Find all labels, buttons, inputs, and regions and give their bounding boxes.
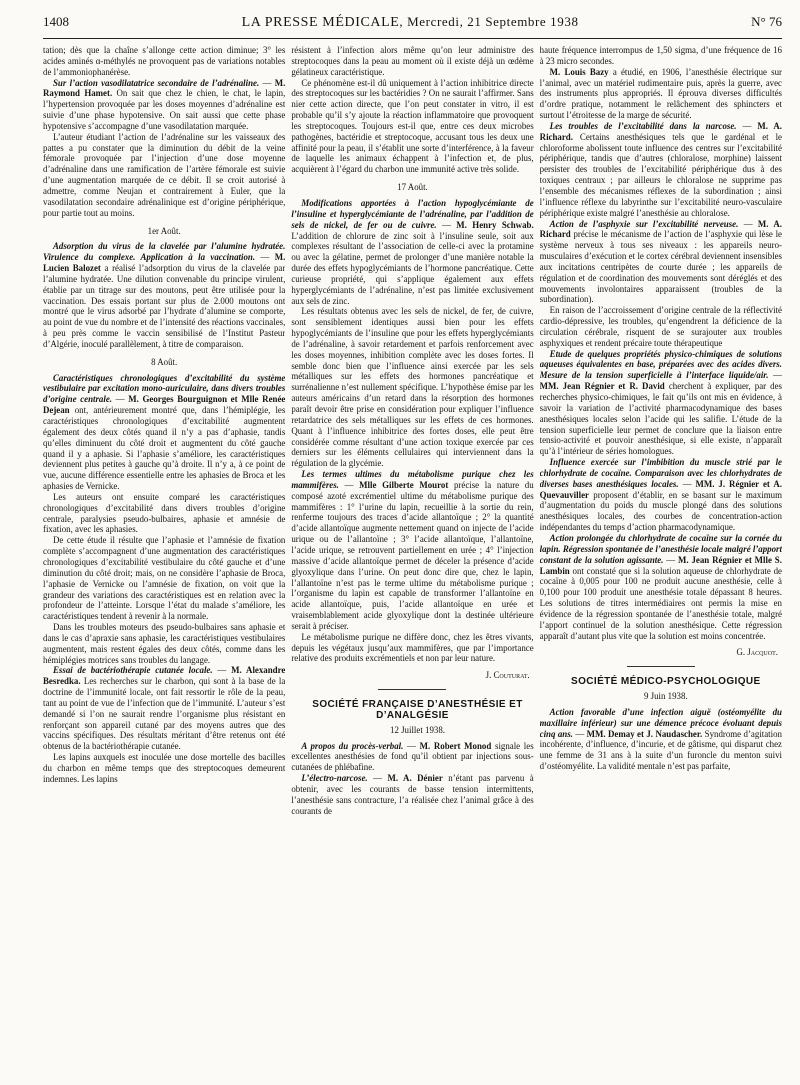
communication-title: Les termes ultimes du métabolisme purique chez les mammifères. [291, 469, 534, 490]
communication-author: MM. J. Régnier et A. Quevauviller [539, 478, 782, 500]
communication-text: précise la nature du composé azoté excrémentiel ultime du métabolisme purique des mammifères : 1° l’urine du lapin, recueillie à la sortie du rein, renferme toujours des traces d’acide allantoïque ; 2° la quantité d’acide allantoïque augmente nettement quand on injecte de l’acide urique ou de l’allantoïne ; 3° l’acide allantoïque, l’allantoïne, l’acide urique, se retrouvent partiellement en urée ; 4° l’injection massive d’acide allantoïque permet de déceler la présence d’acide glyoxylique dans l’urine. On peut donc dire que, chez le lapin, l’allantoïne n’est pas le terme ultime du métabolisme purique ; l’organisme du lapin est capable de transformer l’allantoïne en acide allantoïque, puis, l’acide allantoïque en urée et vraisemblablement acide glyoxylique dont la destinée ultérieure serait à préciser. [291, 479, 534, 631]
section-divider [627, 666, 695, 667]
society-session-date: 12 Juillet 1938. [390, 724, 445, 735]
communication-entry: Etude de quelques propriétés physico-chimiques de solutions aqueuses équivalentes en base, préparées avec des acides divers. Mesure de la tension superficielle à l’interface liquide/air. — MM. Jean Régnier et R. David cherchent à expliquer, par des recherches physico-chimiques, le fait qu’ils ont mis en évidence, à savoir la variation de l’activité pharmacodynamique des bases anesthésiques locales selon l’acide qui les salifie. L’étude de la tension superficielle leur permet de conclure que la liaison entre tensio-activité et pouvoir anesthésique, si elle existe, n’apparaît qu’à l’intérieur de séries homologues. [539, 348, 782, 457]
communication-entry: Adsorption du virus de la clavelée par l’alumine hydratée. Virulence du complexe. Application à la vaccination. — M. Lucien Balozet a réalisé l’adsorption du virus de la clavelée par l’alumine hydratée. Une dilution convenable du principe virulent, établie par un titrage sur des moutons, peut être utilisée pour la vaccination. Des essais portant sur plus de 2.000 moutons ont montré que le virus adsorbé par l’hydrate d’alumine se comporte, au point de vue du nombre et de l’intensité des réactions vaccinales, à peu près comme le vaccin sensibilisé de l’Institut Pasteur d’Algérie, inoculé parallèlement, à titre de comparaison. [43, 241, 286, 349]
masthead: LA PRESSE MÉDICALE, Mercredi, 21 Septembre 1938 [241, 14, 579, 30]
reporter-signature [540, 647, 778, 658]
communication-entry: Modifications apportées à l’action hypoglycémiante de l’insuline et hyperglycémiante de l’adrénaline, par l’addition de sels de nickel, de fer ou de cuivre. — M. Henry Schwab. L’addition de chlorure de zinc soit à l’insuline seule, soit aux complexes résultant de l’association de celle-ci avec la protamine ou avec la gélatine, permet de prolonger d’une manière notable la durée des effets hypoglycémiants de l’hormone pancréatique. Cette curieuse propriété, qui s’applique également aux effets hyperglycémiants de l’adrénaline, n’est pas limitée exclusivement aux sels de zinc. [291, 197, 534, 306]
paragraph: Les auteurs ont ensuite comparé les caractéristiques chronologiques d’excitabilité dans divers troubles d’origine centrale, paralysies pseudo-bulbaires, aphasie et amnésie de fixation, avec les aphasies. [43, 491, 286, 535]
header-rule [43, 38, 782, 39]
society-session-date: 9 Juin 1938. [644, 691, 688, 702]
paragraph: Le métabolisme purique ne diffère donc, chez les êtres vivants, depuis les végétaux jusqu’aux mammifères, que par l’importance relative des produits excrémentiels et non par leur nature. [291, 631, 534, 664]
paragraph: L’auteur étudiant l’action de l’adrénaline sur les vaisseaux des pattes a pu constater que la diminution du débit de la veine fémorale provoquée par l’injection d’une dose moyenne d’adrénaline dans une ramification de l’artère fémorale est suivie d’une augmentation marquée de ce débit. Il se croit autorisé à admettre, comme Neujan et contrairement à Euler, que la vasodilatation secondaire adrénalinique est d’origine périphérique, pour partie tout au moins. [43, 131, 286, 218]
communication-text: cherchent à expliquer, par des recherches physico-chimiques, le fait qu’ils ont mis en évidence, à savoir la variation de l’activité pharmacodynamique des bases anesthésiques locales selon l’acide qui les salifie. L’étude de la tension superficielle leur permet de conclure que la liaison entre tensio-activité et pouvoir anesthésique, si elle existe, n’apparaît qu’à l’intérieur de séries homologues. [539, 381, 782, 457]
paragraph: Les lapins auxquels est inoculée une dose mortelle des bacilles du charbon en même temps que des streptocoques demeurent indemnes. Les lapins [43, 752, 286, 784]
paragraph: tation; dès que la chaîne s’allonge cette action diminue; 3° les acides aminés α-méthylés ne provoquent pas de variations notables de l’ammoniophanérèse. [43, 45, 286, 77]
paragraph: Les résultats obtenus avec les sels de nickel, de fer, de cuivre, sont sensiblement identiques aussi bien pour les effets hypoglycémiants de l’insuline que pour les effets hyperglycémiants de l’adrénaline, à savoir retardement et parfois renforcement avec les doses moyennes, inhibition complète avec les doses fortes. Il semble donc bien que l’influence ainsi exercée par les sels métalliques sur les effets des hormones pancréatique et surrénalienne n’est nullement spécifique. L’hypothèse émise par les auteurs américains d’un retard dans la résorption des hormones paraît devoir être prise en considération pour expliquer l’influence retardatrice des sels métalliques sur les effets de ces hormones. Quant à l’influence inhibitrice des fortes doses, elle peut être considérée comme résultant d’une action toxique exercée par ces derniers sur les éléments cellulaires qui interviennent dans la régulation de la glycémie. [291, 306, 534, 469]
communication-entry: Essai de bactériothérapie cutanée locale. — M. Alexandre Besredka. Les recherches sur le charbon, qui sont à la base de la doctrine de l’immunité locale, ont fait ressortir le rôle de la peau, tant au point de vue de l’infection que de l’immunité. L’auteur s’est demandé si l’on ne saurait rendre l’organisme plus résistant en renforçant son appareil cutané par des moyens autres que des vaccins spécifiques. Des résultats méritant d’être retenus ont été obtenus de la bactériothérapie cutanée. [43, 665, 286, 752]
communication-author: M. A. Richard. [539, 120, 782, 142]
communication-entry: Influence exercée sur l’imbibition du muscle strié par le chlorhydrate de cocaïne. Comparaison avec les chlorhydrates de diverses bases anesthésiques locales. — MM. J. Régnier et A. Quevauviller proposent d’établir, en se basant sur le maximum d’augmentation du poids du muscle plongé dans des solutions anesthésiques locales, des courbes de concentration-action indépendantes du temps d’action pharmacodynamique. [539, 457, 782, 533]
communication-author: M. Lucien Balozet [43, 252, 286, 274]
communication-title: L’électro-narcose. [301, 773, 368, 784]
communication-title: Les troubles de l’excitabilité dans la narcose. [549, 120, 737, 131]
communication-entry: Les termes ultimes du métabolisme purique chez les mammifères. — Mlle Gilberte Mourot précise la nature du composé azoté excrémentiel ultime du métabolisme purique des mammifères : 1° l’urine du lapin, recueillie à la sortie du rein, renferme toujours des traces d’acide allantoïque ; 2° la quantité d’acide allantoïque augmente nettement quand on injecte de l’acide urique ou de l’allantoïne ; 3° l’acide allantoïque, l’allantoïne, l’acide urique, se retrouvent partiellement en urée ; 4° l’injection massive d’acide allantoïque permet de déceler la présence d’acide glyoxylique dans l’urine. On peut donc dire que, chez le lapin, l’allantoïne n’est pas le terme ultime du métabolisme purique ; l’organisme du lapin est capable de transformer l’allantoïne en acide allantoïque, puis, l’acide allantoïque en urée et vraisemblablement acide glyoxylique dont la destinée ultérieure serait à préciser. [291, 469, 534, 631]
page-header [43, 14, 782, 36]
communication-author: M. Raymond Hamet. [43, 77, 286, 99]
communication-title: Action prolongée du chlorhydrate de cocaïne sur la cornée du lapin. Régression spontanée de l’anesthésie locale malgré l’apport constant de la solution agissante. [539, 532, 782, 565]
text-columns [43, 45, 782, 1085]
communication-title: Influence exercée sur l’imbibition du muscle strié par le chlorhydrate de cocaïne. Comparaison avec les chlorhydrates de diverses bases anesthésiques locales. [539, 457, 782, 489]
communication-entry: Les troubles de l’excitabilité dans la narcose. — M. A. Richard. Certains anesthésiques tels que le gardénal et le chloroforme abolissent toute influence des centres sur l’excitabilité périphérique, tandis que d’autres (chloralose, morphine) laissent persister des troubles de l’excitabilité périphérique dus à des toxiques centraux ; par ailleurs le chloralose ne supprime pas l’ensemble des mécanismes réflexes de la subordination ; ainsi l’influence réflexe du labyrinthe sur l’excitabilité neuro-vasculaire périphérique existe malgré l’anesthésie au chloralose. [539, 120, 782, 218]
communication-text: n’étant pas parvenu à obtenir, avec les courants de basse tension intermittents, l’anesthésie sans contracture, l’a réalisée chez l’animal grâce à des courants de [291, 773, 534, 816]
communication-author: M. Louis Bazy [549, 66, 609, 77]
paragraph: résistent à l’infection alors même qu’on leur administre des streptocoques dans la peau au moment où il existe déjà un œdème gélatineux caractéristique. [291, 45, 534, 77]
communication-title: Caractéristiques chronologiques d’excitabilité du système vestibulaire par excitation mono-auriculaire, dans divers troubles d’origine centrale. [43, 372, 286, 405]
communication-entry: L’électro-narcose. — M. A. Dénier n’étant pas parvenu à obtenir, avec les courants de basse tension intermittents, l’anesthésie sans contracture, l’a réalisée chez l’animal grâce à des courants de [291, 773, 534, 816]
communication-title: Action favorable d’une infection aiguë (ostéomyélite du maxillaire inférieur) sur une démence précoce évoluant depuis cinq ans. [539, 706, 782, 739]
paragraph: En raison de l’accroissement d’origine centrale de la réflectivité cardio-dépressive, les troubles, qu’engendrent la déficience de la circulation cérébrale, risquent de se surajouter aux troubles asphyxiques et rendent précaire toute thérapeutique [539, 305, 782, 348]
communication-author: M. Henry Schwab. [456, 219, 534, 230]
paragraph: De cette étude il résulte que l’aphasie et l’amnésie de fixation complète s’accompagnent d’une augmentation des caractéristiques chronologiques d’excitabilité vestibulaire du côté gauche et d’une diminution du côté droit; mais, on ne considère l’aphasie de Broca, l’aphasie de Vernicke ou l’amnésie de fixation, on voit que la grandeur des variations des caractéristiques est en relation avec la profondeur de l’atteinte. Lorsque l’état du malade s’améliore, les caractéristiques tendent à revenir à la normale. [43, 535, 286, 622]
session-date: 8 Août. [151, 356, 178, 367]
signature-name: J. Couturat. [485, 670, 530, 681]
communication-title: Action de l’asphyxie sur l’excitabilité nerveuse. [549, 218, 739, 229]
communication-entry: Sur l’action vasodilatatrice secondaire de l’adrénaline. — M. Raymond Hamet. On sait que chez le chien, le chat, le lapin, l’hypertension provoquée par les doses moyennes d’adrénaline est suivie d’une phase hypotensive. On sait aussi que cette phase hypotensive s’accompagne d’une vasodilatation marquée. [43, 77, 286, 131]
communication-text: a réalisé l’adsorption du virus de la clavelée par l’alumine hydratée. Une dilution convenable du principe virulent, établie par un titrage sur des moutons, peut être utilisée pour la vaccination. Des essais portant sur plus de 2.000 moutons ont montré que le virus adsorbé par l’hydrate d’alumine se comporte, au point de vue du nombre et de l’intensité des réactions vaccinales, à peu près comme le vaccin sensibilisé de l’Institut Pasteur d’Algérie, inoculé parallèlement, à titre de comparaison. [43, 263, 286, 349]
communication-title: Etude de quelques propriétés physico-chimiques de solutions aqueuses équivalentes en base, préparées avec des acides divers. Mesure de la tension superficielle à l’interface liquide/air. [539, 348, 782, 381]
issue-date: Mercredi, 21 Septembre 1938 [407, 14, 579, 29]
communication-entry: Action prolongée du chlorhydrate de cocaïne sur la cornée du lapin. Régression spontanée de l’anesthésie locale malgré l’apport constant de la solution agissante. — M. Jean Régnier et Mlle S. Lambin ont constaté que si la solution aqueuse de chlorhydrate de cocaïne à 0,005 pour 100 ne produit aucune anesthésie, celle à 0,100 pour 100 produit une anesthésie totale dépassant 8 heures. Les solutions de titres intermédiaires ont permis la mise en évidence de la régression spontanée de l’anesthésie totale, malgré l’apport continuel de la solution anesthésique. Cette régression apparaît d’autant plus vite que la solution est moins concentrée. [539, 532, 782, 641]
reporter-signature [291, 670, 529, 681]
page-number: 1408 [43, 14, 69, 29]
communication-text: Les recherches sur le charbon, qui sont à la base de la doctrine de l’immunité locale, ont fait ressortir le rôle de la peau, tant au point de vue de l’infection que de l’immunité. L’auteur s’est demandé si l’on ne saurait rendre l’organisme plus résistant en renforçant son appareil cutané par des moyens autres que des vaccins spécifiques. Des résultats méritant d’être retenus ont été obtenus de la bactériothérapie cutanée. [43, 676, 286, 752]
society-heading: SOCIÉTÉ FRANÇAISE D’ANESTHÉSIE ET D’ANALGÉSIE [312, 699, 523, 721]
communication-author: Mlle Gilberte Mourot [359, 479, 449, 490]
communication-title: Sur l’action vasodilatatrice secondaire de l’adrénaline. [53, 77, 260, 88]
paragraph: haute fréquence interrompus de 1,50 sigma, d’une fréquence de 16 à 23 micro secondes. [539, 45, 782, 66]
communication-author: MM. Demay et J. Naudascher. [586, 728, 703, 739]
communication-entry: Action de l’asphyxie sur l’excitabilité nerveuse. — M. A. Richard précise le mécanisme de l’action de l’asphyxie qui lèse le système nerveux à tous ses niveaux : les appareils neuro-musculaires d’exécution et le cortex cérébral deviennent insensibles aux incitations centripètes de courte durée ; les appareils de régulation et de coordination des mouvements sont déréglés et des mouvements involontaires apparaissent (troubles de la subordination). [539, 218, 782, 305]
session-date: 1er Août. [147, 225, 181, 236]
column-1 [43, 45, 285, 1085]
paragraph: Dans les troubles moteurs des pseudo-bulbaires sans aphasie et dans le cas d’apraxie sans aphasie, les caractéristiques vestibulaires augmentent, mais restent égales des deux côtés, comme dans les hémiplégies motrices sans troubles du langage. [43, 622, 286, 665]
communication-text: précise le mécanisme de l’action de l’asphyxie qui lèse le système nerveux à tous ses niveaux : les appareils neuro-musculaires d’exécution et le cortex cérébral deviennent insensibles aux incitations centripètes de courte durée ; les appareils de régulation et de coordination des mouvements sont déréglés et des mouvements involontaires apparaissent (troubles de la subordination). [539, 229, 782, 305]
communication-text: signale les excellentes anesthésies de fond qu’il obtient par injections sous-cutanées de phlébafine. [291, 740, 534, 773]
communication-text: ont, antérieurement montré que, dans l’hémiplégie, les caractéristiques chronologiques d’excitabilité augmentent également des deux côtés quand il n’y a pas d’aphasie, tandis qu’elles diminuent du côté droit et augmentent du côté gauche quand il y a aphasie. Si l’aphasie s’améliore, les caractéristiques deviennent plus petites à gauche qu’à droite. Il n’y a, à ce point de vue, aucune différence essentielle entre les aphasies de Broca et les aphasies de Vernicke. [43, 405, 286, 492]
communication-author: M. Robert Monod [419, 740, 492, 751]
communication-author: M. Alexandre Besredka. [43, 665, 286, 687]
communication-author: M. A. Dénier [387, 773, 443, 784]
paragraph: Ce phénomène est-il dû uniquement à l’action inhibitrice directe des streptocoques sur les bactéridies ? On ne saurait l’affirmer. Sans nier cette action directe, que l’on peut constater in vitro, il est probable qu’il s’y ajoute la réaction inflammatoire que provoquent les streptocoques. Toujours est-il que, entre ces deux microbes pathogènes, bactéridie et streptocoque, accusant tous les deux une affinité pour la peau, il s’établit une sorte d’interférence, à la faveur de laquelle les animaux échappent à l’infection et, de plus, acquièrent à l’égard du charbon une immunité active très solide. [291, 77, 534, 175]
communication-author: M. A. Richard [539, 218, 782, 240]
communication-entry: Action favorable d’une infection aiguë (ostéomyélite du maxillaire inférieur) sur une démence précoce évoluant depuis cinq ans. — MM. Demay et J. Naudascher. Syndrome d’agitation incohérente, d’influence, d’incurie, et de gâtisme, qui disparut chez une femme de 31 ans à la suite d’un furoncle du menton suivi d’ostéomyélite. La validité mentale n’est pas parfaite, [539, 706, 782, 772]
communication-title: Essai de bactériothérapie cutanée locale. [53, 665, 213, 676]
section-divider [378, 689, 446, 690]
communication-author: M. Georges Bourguignon et Mlle Renée Dejean [43, 394, 286, 416]
issue-number: N° 76 [751, 14, 782, 29]
society-heading: SOCIÉTÉ MÉDICO-PSYCHOLOGIQUE [571, 676, 761, 688]
communication-title: A propos du procès-verbal. [301, 740, 404, 751]
communication-title: Modifications apportées à l’action hypoglycémiante de l’insuline et hyperglycémiante de l’adrénaline, par l’addition de sels de nickel, de fer ou de cuivre. [291, 197, 534, 230]
communication-text: Syndrome d’agitation incohérente, d’influence, d’incurie, et de gâtisme, qui disparut chez une femme de 31 ans à la suite d’un furoncle du menton suivi d’ostéomyélite. La validité mentale n’est pas parfaite, [539, 728, 782, 772]
communication-text: L’addition de chlorure de zinc soit à l’insuline seule, soit aux complexes résultant de l’association de celle-ci avec la protamine ou avec la gélatine, permet de prolonger d’une manière notable la durée des effets hypoglycémiants de l’hormone pancréatique. Cette curieuse propriété, qui s’applique également aux effets hyperglycémiants de l’adrénaline, n’est pas limitée exclusivement aux sels de zinc. [291, 230, 534, 306]
communication-text: Certains anesthésiques tels que le gardénal et le chloroforme abolissent toute influence des centres sur l’excitabilité périphérique, tandis que d’autres (chloralose, morphine) laissent persister des troubles de l’excitabilité périphérique dus à des toxiques centraux ; par ailleurs le chloralose ne supprime pas l’ensemble des mécanismes réflexes de la subordination ; ainsi l’influence réflexe du labyrinthe sur l’excitabilité neuro-vasculaire périphérique existe malgré l’anesthésie au chloralose. [539, 131, 782, 218]
communication-author: M. Jean Régnier et Mlle S. Lambin [539, 554, 782, 576]
column-2 [291, 45, 533, 1085]
signature-name: G. Jacquot. [736, 647, 778, 658]
communication-text: ont constaté que si la solution aqueuse de chlorhydrate de cocaïne à 0,005 pour 100 ne produit aucune anesthésie, celle à 0,100 pour 100 produit une anesthésie totale dépassant 8 heures. Les solutions de titres intermédiaires ont permis la mise en évidence de la régression spontanée de l’anesthésie totale, malgré l’apport continuel de la solution anesthésique. Cette régression apparaît d’autant plus vite que la solution est moins concentrée. [539, 565, 782, 641]
communication-entry: A propos du procès-verbal. — M. Robert Monod signale les excellentes anesthésies de fond qu’il obtient par injections sous-cutanées de phlébafine. [291, 740, 534, 773]
session-date: 17 Août. [397, 182, 428, 193]
communication-text: a étudié, en 1906, l’anesthésie électrique sur l’animal, avec un matériel rudimentaire puis, après la guerre, avec des instruments plus appropriés. Il éprouva diverses difficultés d’ordre pratique, notamment le relâchement des sphincters et surtout l’étroitesse de la marge de sécurité. [539, 66, 782, 121]
communication-entry [540, 67, 782, 121]
communication-text: On sait que chez le chien, le chat, le lapin, l’hypertension provoquée par les doses moyennes d’adrénaline est suivie d’une phase hypotensive. On sait aussi que cette phase hypotensive s’accompagne d’une vasodilatation marquée. [43, 88, 286, 131]
communication-title: Adsorption du virus de la clavelée par l’alumine hydratée. Virulence du complexe. Application à la vaccination. [43, 241, 286, 263]
communication-text: proposent d’établir, en se basant sur le maximum d’augmentation du poids du muscle plongé dans des solutions anesthésiques locales, des courbes de concentration-action indépendantes du temps d’action pharmacodynamique. [539, 489, 782, 533]
communication-entry: Caractéristiques chronologiques d’excitabilité du système vestibulaire par excitation mono-auriculaire, dans divers troubles d’origine centrale. — M. Georges Bourguignon et Mlle Renée Dejean ont, antérieurement montré que, dans l’hémiplégie, les caractéristiques chronologiques d’excitabilité augmentent également des deux côtés quand il n’y a pas d’aphasie, tandis qu’elles diminuent du côté droit et augmentent du côté gauche quand il y a aphasie. Si l’aphasie s’améliore, les caractéristiques deviennent plus petites à gauche qu’à droite. Il n’y a, à ce point de vue, aucune différence essentielle entre les aphasies de Broca et les aphasies de Vernicke. [43, 372, 286, 492]
column-3 [540, 45, 782, 1085]
communication-author: MM. Jean Régnier et R. David [539, 381, 665, 392]
journal-title: LA PRESSE MÉDICALE [241, 15, 400, 30]
